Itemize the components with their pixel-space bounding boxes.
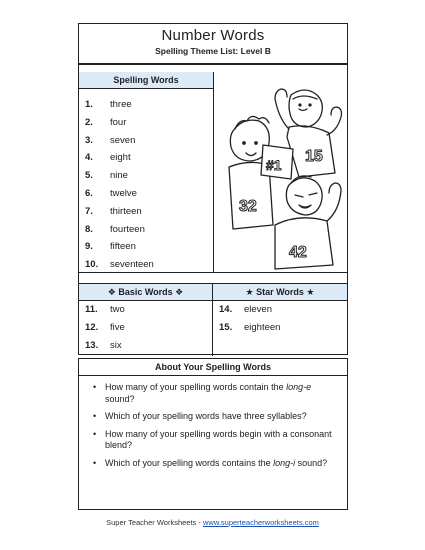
list-item	[213, 319, 347, 337]
star-words-list	[213, 301, 347, 337]
item-number: 13.	[85, 339, 99, 351]
item-number: 6.	[85, 187, 93, 199]
item-word: two	[110, 304, 125, 315]
jersey-number: 32	[239, 198, 257, 215]
list-item	[79, 149, 213, 167]
list-item	[79, 337, 212, 355]
question-text: How many of your spelling words begin with a consonant blend?	[105, 428, 332, 450]
bonus-words-section	[79, 272, 347, 356]
question-text-end: sound?	[105, 393, 135, 404]
question-text: Which of your spelling words contains the	[105, 457, 274, 468]
item-number: 9.	[85, 241, 93, 253]
item-word: six	[110, 339, 122, 351]
item-number: 10.	[85, 259, 99, 271]
list-item	[79, 132, 213, 150]
item-word: fourteen	[110, 223, 145, 235]
question-item	[93, 382, 333, 405]
page-subtitle: Spelling Theme List: Level B	[155, 46, 271, 56]
item-word: eighteen	[244, 321, 281, 333]
item-number: 5.	[85, 170, 93, 182]
jersey-number: 15	[305, 148, 323, 165]
question-item	[93, 458, 333, 470]
item-word: thirteen	[110, 205, 142, 217]
list-item	[213, 301, 347, 319]
list-item	[79, 238, 213, 256]
page-title: Number Words	[161, 27, 265, 44]
footer-link[interactable]: www.superteacherworksheets.com	[202, 518, 319, 527]
item-number: 1.	[85, 99, 93, 110]
jersey-number: 42	[289, 244, 307, 261]
item-number: 4.	[85, 152, 93, 164]
list-item	[79, 203, 213, 221]
item-number: 3.	[85, 134, 93, 146]
question-text-end: sound?	[295, 457, 328, 468]
basic-words-column	[79, 283, 213, 356]
title-box	[78, 23, 348, 64]
basic-words-list	[79, 301, 212, 354]
item-number: 12.	[85, 321, 99, 333]
item-word: fifteen	[110, 241, 136, 253]
list-item	[79, 114, 213, 132]
item-word: seventeen	[110, 259, 154, 271]
item-word: twelve	[110, 187, 137, 199]
footer	[0, 518, 425, 527]
about-title: About Your Spelling Words	[79, 359, 347, 376]
about-box	[78, 358, 348, 510]
spelling-words-header: Spelling Words	[79, 72, 213, 89]
item-word: eleven	[244, 304, 272, 315]
question-emphasis: long-e	[286, 382, 312, 392]
question-list	[93, 382, 333, 475]
spelling-words-list	[79, 96, 213, 274]
item-number: 8.	[85, 223, 93, 235]
question-text: Which of your spelling words have three syllables?	[105, 411, 307, 421]
question-item	[93, 411, 333, 423]
item-word: four	[110, 116, 127, 128]
word-list-box	[78, 64, 348, 355]
item-word: nine	[110, 170, 128, 182]
spelling-words-column	[79, 72, 214, 272]
list-item	[79, 319, 212, 337]
item-number: 7.	[85, 205, 93, 217]
list-item	[79, 185, 213, 203]
item-word: seven	[110, 134, 136, 146]
list-item	[79, 96, 213, 114]
question-text: How many of your spelling words contain the	[105, 382, 287, 392]
item-number: 2.	[85, 116, 93, 128]
list-item	[79, 167, 213, 185]
star-words-header: ★ Star Words ★	[213, 284, 347, 301]
item-word: three	[110, 99, 132, 110]
item-number: 15.	[219, 321, 233, 333]
cheering-kids-illustration	[219, 75, 345, 273]
item-word: eight	[110, 152, 131, 164]
item-word: five	[110, 321, 125, 333]
basic-words-header: ❖ Basic Words ❖	[79, 284, 212, 301]
item-number: 14.	[219, 304, 233, 315]
star-words-column	[213, 283, 347, 356]
list-item	[79, 301, 212, 319]
item-number: 11.	[85, 304, 98, 315]
footer-text: Super Teacher Worksheets -	[106, 518, 203, 527]
list-item	[79, 221, 213, 239]
question-item	[93, 429, 333, 452]
question-emphasis: long-i	[273, 457, 296, 468]
jersey-number: #1	[266, 157, 282, 173]
